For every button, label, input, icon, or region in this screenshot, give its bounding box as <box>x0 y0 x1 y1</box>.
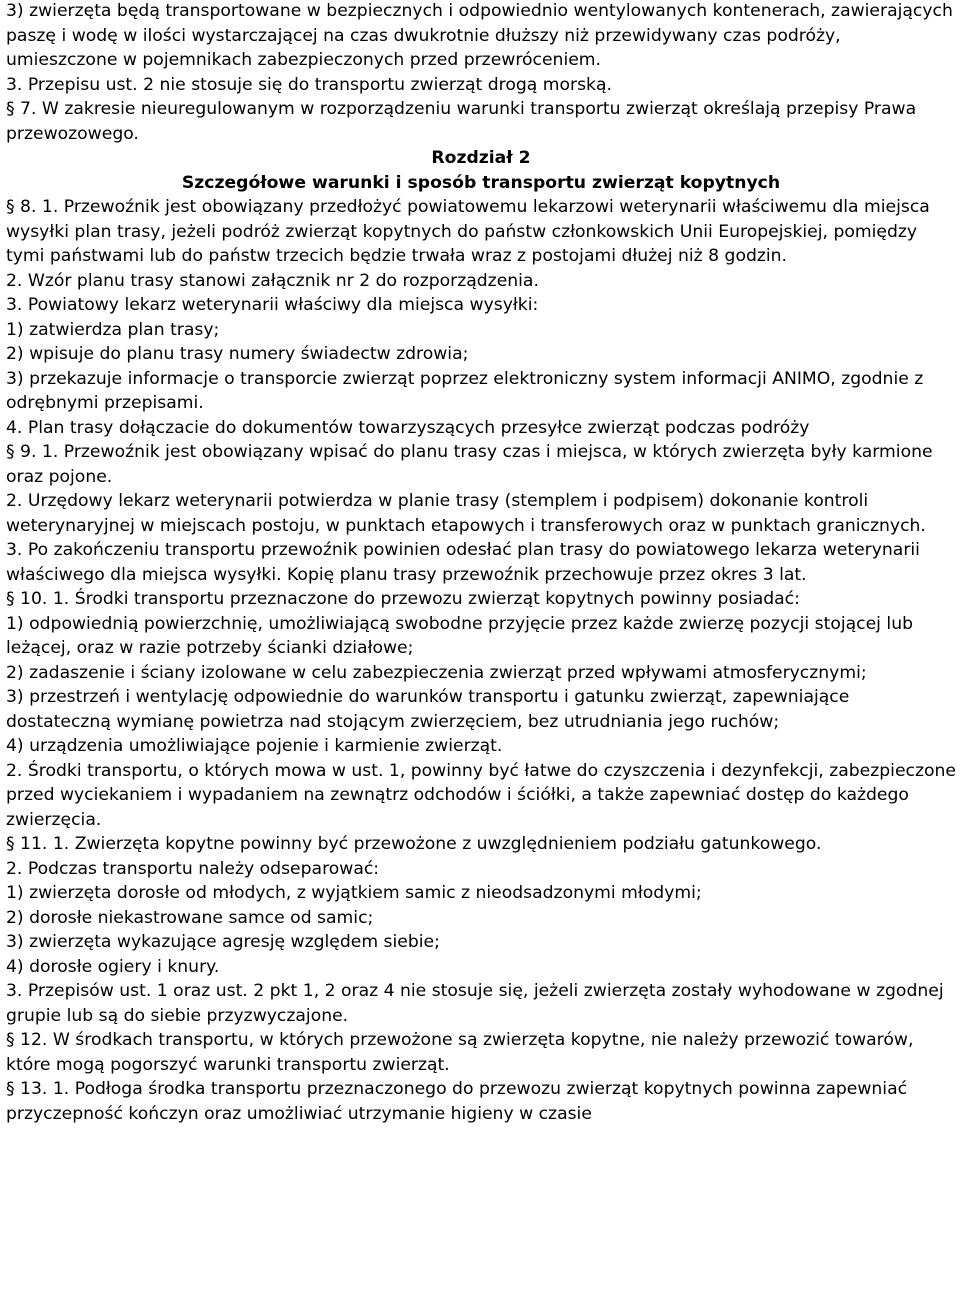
paragraph: 3. Po zakończeniu transportu przewoźnik powinien odesłać plan trasy do powiatowego lekarza weterynarii właściwego dla miejsca wysyłki. Kopię planu trasy przewoźnik przechowuje przez okres 3 lat. <box>6 540 920 585</box>
paragraph: 3. Przepisu ust. 2 nie stosuje się do transportu zwierząt drogą morską. <box>6 74 613 95</box>
paragraph: 3) zwierzęta wykazujące agresję względem siebie; <box>6 932 440 952</box>
paragraph: 2) wpisuje do planu trasy numery świadectw zdrowia; <box>6 344 469 364</box>
chapter-title: Rozdział 2 <box>431 148 531 168</box>
paragraph: 1) zatwierdza plan trasy; <box>6 319 220 340</box>
paragraph: 2. Środki transportu, o których mowa w ust. 1, powinny być łatwe do czyszczenia i dezynfekcji, zabezpieczone przed wyciekaniem i wypadaniem na zewnątrz odchodów i ściółki, a także zapewniać dostęp do każdego zwierzęcia. <box>6 760 956 830</box>
paragraph: 2. Urzędowy lekarz weterynarii potwierdza w planie trasy (stemplem i podpisem) dokonanie kontroli weterynaryjnej w miejscach postoju, w punktach etapowych i transferowych oraz w punktach granicznych. <box>6 491 926 536</box>
paragraph: 2. Podczas transportu należy odseparować: <box>6 858 380 879</box>
paragraph: § 12. W środkach transportu, w których przewożone są zwierzęta kopytne, nie należy przewozić towarów, które mogą pogorszyć warunki transportu zwierząt. <box>6 1030 914 1075</box>
paragraph: 4) urządzenia umożliwiające pojenie i karmienie zwierząt. <box>6 736 503 756</box>
paragraph: 2) dorosłe niekastrowane samce od samic; <box>6 907 374 928</box>
paragraph: § 11. 1. Zwierzęta kopytne powinny być przewożone z uwzględnieniem podziału gatunkowego. <box>6 834 822 854</box>
paragraph: § 8. 1. Przewoźnik jest obowiązany przedłożyć powiatowemu lekarzowi weterynarii właściwemu dla miejsca wysyłki plan trasy, jeżeli podróż zwierząt kopytnych do państw członkowskich Unii Europejskiej, pomiędzy tymi państwami lub do państw trzecich będzie trwała wraz z postojami dłużej niż 8 godzin. <box>6 197 930 266</box>
paragraph: 4. Plan trasy dołączacie do dokumentów towarzyszących przesyłce zwierząt podczas podróży <box>6 417 810 438</box>
paragraph: 3) przekazuje informacje o transporcie zwierząt poprzez elektroniczny system informacji ANIMO, zgodnie z odrębnymi przepisami. <box>6 368 924 413</box>
chapter-subtitle: Szczegółowe warunki i sposób transportu zwierząt kopytnych <box>181 172 781 193</box>
paragraph: 3. Powiatowy lekarz weterynarii właściwy dla miejsca wysyłki: <box>6 295 539 315</box>
paragraph: 2) zadaszenie i ściany izolowane w celu zabezpieczenia zwierząt przed wpływami atmosferycznymi; <box>6 662 867 683</box>
paragraph: § 7. W zakresie nieuregulowanym w rozporządzeniu warunki transportu zwierząt określają przepisy Prawa przewozowego. <box>6 99 917 144</box>
paragraph: 1) odpowiednią powierzchnię, umożliwiającą swobodne przyjęcie przez każde zwierzę pozycji stojącej lub leżącej, oraz w razie potrzeby ścianki działowe; <box>6 613 913 658</box>
paragraph: 3) zwierzęta będą transportowane w bezpiecznych i odpowiednio wentylowanych kontenerach, zawierających paszę i wodę w ilości wystarczającej na czas dwukrotnie dłuższy niż przewidywany czas podróży, umieszczone w pojemnikach zabezpieczonych przed przewróceniem. <box>6 1 953 70</box>
paragraph: 4) dorosłe ogiery i knury. <box>6 956 220 977</box>
paragraph: 3. Przepisów ust. 1 oraz ust. 2 pkt 1, 2 oraz 4 nie stosuje się, jeżeli zwierzęta zostały wyhodowane w zgodnej grupie lub są do siebie przyzwyczajone. <box>6 981 944 1026</box>
paragraph: § 13. 1. Podłoga środka transportu przeznaczonego do przewozu zwierząt kopytnych powinna zapewniać przyczepność kończyn oraz umożliwiać utrzymanie higieny w czasie <box>6 1079 908 1124</box>
paragraph: § 9. 1. Przewoźnik jest obowiązany wpisać do planu trasy czas i miejsca, w których zwierzęta były karmione oraz pojone. <box>6 442 933 487</box>
paragraph: 2. Wzór planu trasy stanowi załącznik nr 2 do rozporządzenia. <box>6 270 539 291</box>
paragraph: 1) zwierzęta dorosłe od młodych, z wyjątkiem samic z nieodsadzonymi młodymi; <box>6 883 702 903</box>
paragraph: § 10. 1. Środki transportu przeznaczone do przewozu zwierząt kopytnych powinny posiadać: <box>6 589 800 609</box>
paragraph: 3) przestrzeń i wentylację odpowiednie do warunków transportu i gatunku zwierząt, zapewniające dostateczną wymianę powietrza nad stojącym zwierzęciem, bez utrudniania jego ruchów; <box>6 687 850 732</box>
